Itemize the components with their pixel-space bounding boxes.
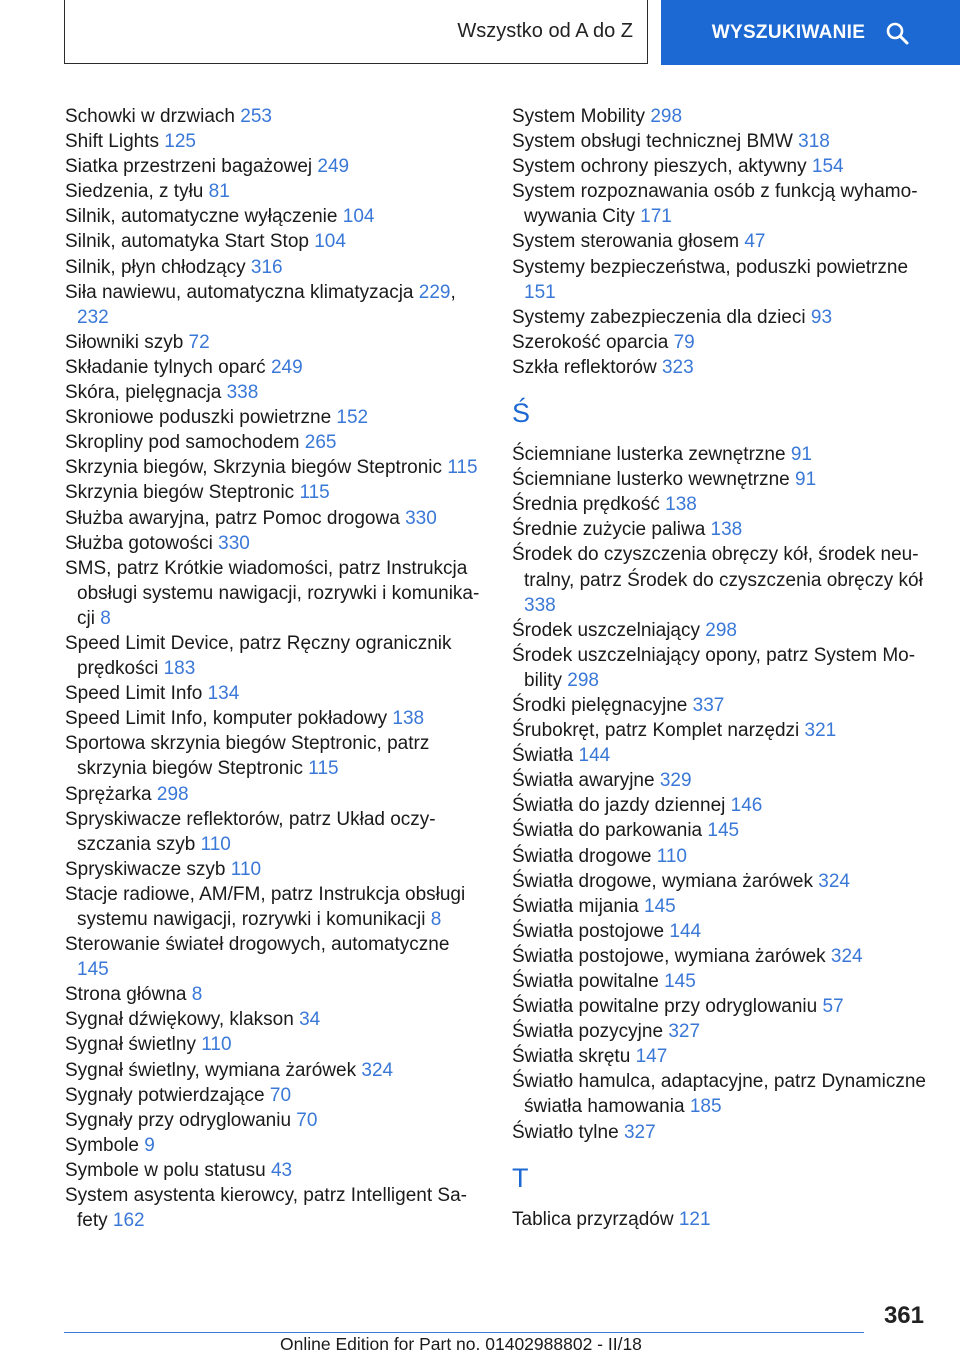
- page-reference-link[interactable]: 318: [798, 131, 830, 153]
- index-entry-term: Środek uszczelniający: [512, 619, 700, 641]
- index-entry-term: Speed Limit Info, komputer pokładowy: [65, 708, 388, 730]
- index-entry-term: Spryskiwacze szyb: [65, 858, 226, 880]
- index-entry-term: Skrzynia biegów Steptronic: [65, 482, 295, 504]
- page-reference-link[interactable]: 154: [811, 156, 844, 178]
- index-column-left: [65, 104, 485, 1233]
- index-entry-term: Służba gotowości: [65, 532, 213, 554]
- index-entry-term: Średnie zużycie paliwa: [512, 519, 706, 541]
- page-reference-link[interactable]: 249: [270, 356, 303, 378]
- index-entry-term: System ochrony pieszych, aktywny: [512, 156, 807, 178]
- index-entry-term: Światła skrętu: [512, 1046, 631, 1068]
- index-entry-term: System sterowania głosem: [512, 231, 740, 253]
- index-entry: [65, 179, 485, 204]
- index-entry: [65, 280, 485, 330]
- index-entry: [512, 467, 932, 492]
- magnifier-icon: [885, 21, 909, 45]
- index-entry: [512, 305, 932, 330]
- index-entry: [512, 1207, 932, 1232]
- index-entry: [65, 104, 485, 129]
- page-reference-link[interactable]: 145: [77, 959, 109, 981]
- page-reference-link[interactable]: 138: [665, 494, 697, 516]
- index-entry: [512, 1120, 932, 1145]
- page-reference-link[interactable]: 229: [418, 281, 451, 303]
- index-entry: [65, 129, 485, 154]
- index-entry: [512, 743, 932, 768]
- index-entry-term: Siła nawiewu, automatyczna klimatyzacja: [65, 281, 414, 303]
- index-entry: [512, 693, 932, 718]
- index-entry: [512, 718, 932, 743]
- page-reference-link[interactable]: 79: [673, 331, 695, 353]
- index-entry-term: Światła postojowe: [512, 920, 665, 942]
- index-entry: [65, 506, 485, 531]
- index-entry-term: Światła mijania: [512, 895, 639, 917]
- index-entry: [512, 517, 932, 542]
- index-entry-term: Siatka przestrzeni bagażowej: [65, 156, 313, 178]
- page-reference-link[interactable]: 110: [656, 845, 687, 867]
- page-reference-link[interactable]: 115: [299, 482, 330, 504]
- index-entry: [512, 104, 932, 129]
- index-entry-term: Sterowanie świateł drogowych, automatyczne: [65, 934, 450, 956]
- page-reference-link[interactable]: 298: [567, 669, 599, 691]
- page-reference-link[interactable]: 145: [664, 971, 696, 992]
- page-reference-link[interactable]: 115: [308, 758, 339, 780]
- page-reference-link[interactable]: 47: [744, 231, 766, 253]
- index-entry-term: Światło tylne: [512, 1121, 619, 1143]
- page-reference-link[interactable]: 337: [692, 694, 725, 716]
- index-entry-term: Światła powitalne przy odryglowaniu: [512, 996, 818, 1018]
- index-entry: [65, 857, 485, 882]
- page-reference-link[interactable]: 104: [314, 231, 346, 253]
- page-reference-link[interactable]: 8: [191, 984, 203, 1006]
- index-entry: [512, 1069, 932, 1119]
- index-entry: [65, 1083, 485, 1108]
- page-reference-link[interactable]: 121: [678, 1208, 711, 1230]
- page-reference-link[interactable]: 316: [250, 256, 283, 278]
- index-entry-term: Światła drogowe: [512, 845, 652, 867]
- footer-divider: [64, 1332, 864, 1333]
- page-reference-link[interactable]: 91: [795, 469, 817, 491]
- page-reference-link[interactable]: 321: [804, 720, 837, 742]
- index-entry-term: Skroniowe poduszki powietrzne: [65, 407, 332, 429]
- index-entry: [65, 380, 485, 405]
- index-entry-term: Sygnał świetlny, wymiana żarówek: [65, 1059, 357, 1081]
- index-entry-term: Środki pielęgnacyjne: [512, 694, 688, 716]
- header-tabbar: [0, 0, 960, 66]
- index-entry-term: Światła pozycyjne: [512, 1021, 664, 1043]
- index-entry-term: Symbole w polu statusu: [65, 1159, 266, 1181]
- index-entry: [512, 818, 932, 843]
- page-reference-link[interactable]: 144: [578, 745, 611, 767]
- index-entry: [65, 982, 485, 1007]
- index-entry: [512, 969, 932, 994]
- index-column-right: [512, 104, 932, 1232]
- tab-search-label: WYSZUKIWANIE: [711, 21, 866, 43]
- index-entry: [512, 255, 932, 305]
- index-entry: [512, 179, 932, 229]
- index-entry-term: Środek uszczelniający opony, patrz System Mobility: [512, 644, 916, 691]
- page-reference-link[interactable]: 232: [77, 306, 109, 328]
- page-reference-link[interactable]: 323: [661, 356, 694, 378]
- page-reference-link[interactable]: 72: [188, 331, 210, 353]
- index-entry: [512, 330, 932, 355]
- index-entry: [512, 643, 932, 693]
- index-entry-term: Środek do czyszczenia obręczy kół, środek neutralny, patrz Środek do czyszczenia obręczy kół: [512, 544, 923, 591]
- page-reference-link[interactable]: 110: [200, 833, 231, 855]
- index-entry-term: Światła drogowe, wymiana żarówek: [512, 870, 813, 892]
- index-entry: [512, 442, 932, 467]
- tab-a-to-z[interactable]: [64, 0, 648, 64]
- page-reference-link[interactable]: 338: [524, 594, 556, 616]
- page-reference-link[interactable]: 138: [392, 708, 425, 730]
- index-entry-term: Szkła reflektorów: [512, 356, 657, 378]
- index-entry: [65, 480, 485, 505]
- index-entry: [65, 330, 485, 355]
- index-entry-term: SMS, patrz Krótkie wiadomości, patrz Instrukcja obsługi systemu nawigacji, rozrywki i komunikacji: [65, 557, 480, 629]
- index-entry-term: Silnik, automatyczne wyłączenie: [65, 206, 338, 228]
- index-section-letter: Ś: [512, 398, 531, 429]
- index-entry-term: Sygnał świetlny: [65, 1034, 196, 1056]
- index-entry-term: Śrubokręt, patrz Komplet narzędzi: [512, 720, 800, 742]
- index-entry-term: Sygnał dźwiękowy, klakson: [65, 1009, 294, 1031]
- index-entry-term: Skrzynia biegów, Skrzynia biegów Steptronic: [65, 457, 443, 479]
- page-reference-link[interactable]: 147: [635, 1046, 668, 1068]
- index-entry-term: Sygnały potwierdzające: [65, 1084, 265, 1106]
- index-entry: [512, 919, 932, 944]
- page-reference-link[interactable]: 145: [644, 895, 676, 917]
- index-entry-term: Sportowa skrzynia biegów Steptronic, patrz skrzynia biegów Steptronic: [65, 733, 430, 780]
- index-entry-term: Światło hamulca, adaptacyjne, patrz Dynamiczne światła hamowania: [512, 1071, 926, 1118]
- index-entry: [512, 492, 932, 517]
- index-entry: [65, 430, 485, 455]
- index-entry-term: Światła postojowe, wymiana żarówek: [512, 945, 826, 967]
- index-entry: [512, 944, 932, 969]
- page-reference-link[interactable]: 93: [810, 306, 833, 328]
- tab-a-to-z-label: Wszystko od A do Z: [457, 20, 633, 42]
- index-entry: [65, 1007, 485, 1032]
- index-entry-term: Systemy zabezpieczenia dla dzieci: [512, 306, 806, 328]
- index-entry: [65, 355, 485, 380]
- index-entry-term: Silnik, płyn chłodzący: [65, 256, 246, 278]
- page-reference-link[interactable]: 329: [659, 770, 692, 792]
- page-reference-link[interactable]: 249: [317, 156, 350, 178]
- page-reference-link[interactable]: 152: [336, 407, 369, 429]
- page-reference-link[interactable]: 9: [144, 1134, 155, 1156]
- index-entry-term: Ściemniane lusterko wewnętrzne: [512, 469, 790, 491]
- index-entry-term: Składanie tylnych oparć: [65, 356, 266, 378]
- index-entry: [65, 1058, 485, 1083]
- page-reference-link[interactable]: 70: [269, 1084, 292, 1106]
- page-number: 361: [883, 1302, 924, 1329]
- index-entry-term: System obsługi technicznej BMW: [512, 131, 793, 153]
- index-entry: [65, 405, 485, 430]
- index-entry-term: Światła do jazdy dziennej: [512, 795, 726, 817]
- footer-edition-text: Online Edition for Part no. 01402988802 - II/18: [280, 1334, 642, 1354]
- index-entry: [512, 129, 932, 154]
- index-entry-term: Światła powitalne: [512, 971, 659, 992]
- index-section-letter: T: [512, 1162, 529, 1193]
- page-reference-link[interactable]: 81: [208, 181, 230, 203]
- index-entry: [512, 894, 932, 919]
- index-entry-term: Siedzenia, z tyłu: [65, 181, 204, 203]
- page-reference-link[interactable]: 110: [201, 1034, 232, 1056]
- index-entry-term: Światła: [512, 745, 574, 767]
- index-entry-term: System asystenta kierowcy, patrz Intelligent Safety: [65, 1185, 467, 1232]
- page-reference-link[interactable]: 324: [818, 870, 850, 892]
- index-entry-term: Służba awaryjna, patrz Pomoc drogowa: [65, 507, 400, 529]
- page-reference-link[interactable]: 171: [640, 206, 672, 228]
- index-entry: [512, 542, 932, 617]
- index-entry: [65, 229, 485, 254]
- index-entry-term: Skropliny pod samochodem: [65, 432, 300, 454]
- index-entry: [65, 706, 485, 731]
- index-entry: [65, 681, 485, 706]
- index-entry-term: Sprężarka: [65, 783, 152, 805]
- page-reference-link[interactable]: 338: [226, 382, 259, 404]
- index-entry: [65, 1158, 485, 1183]
- index-entry: [65, 1133, 485, 1158]
- index-entry: [512, 355, 932, 380]
- index-entry: [65, 556, 485, 631]
- index-entry-term: Sygnały przy odryglowaniu: [65, 1109, 292, 1131]
- index-entry: [512, 994, 932, 1019]
- page-separator: ,: [450, 281, 456, 303]
- index-entry-term: Stacje radiowe, AM/FM, patrz Instrukcja obsługi systemu nawigacji, rozrywki i komunikacji: [65, 883, 466, 930]
- page-reference-link[interactable]: 330: [405, 507, 437, 529]
- index-entry-term: Siłowniki szyb: [65, 331, 184, 353]
- index-entry: [512, 793, 932, 818]
- page-reference-link[interactable]: 327: [623, 1121, 656, 1143]
- page-reference-link[interactable]: 324: [361, 1059, 394, 1081]
- index-entry-term: Skóra, pielęgnacja: [65, 382, 222, 404]
- index-entry-term: Shift Lights: [65, 131, 159, 153]
- page-reference-link[interactable]: 151: [524, 281, 556, 303]
- index-entry: [65, 1183, 485, 1233]
- index-entry: [65, 154, 485, 179]
- index-entry-term: Szerokość oparcia: [512, 331, 669, 353]
- index-entry: [512, 1019, 932, 1044]
- index-entry: [65, 882, 485, 932]
- index-entry: [65, 1032, 485, 1057]
- page-reference-link[interactable]: 8: [430, 909, 442, 930]
- page-reference-link[interactable]: 144: [669, 920, 702, 942]
- index-entry: [512, 229, 932, 254]
- page-reference-link[interactable]: 298: [650, 106, 683, 127]
- index-entry-term: Średnia prędkość: [512, 494, 660, 516]
- page-reference-link[interactable]: 43: [270, 1159, 293, 1181]
- index-entry-term: Systemy bezpieczeństwa, poduszki powietrzne: [512, 256, 909, 278]
- page-reference-link[interactable]: 327: [668, 1021, 701, 1043]
- page-reference-link[interactable]: 91: [790, 444, 812, 466]
- page-reference-link[interactable]: 265: [304, 432, 337, 454]
- index-entry: [65, 807, 485, 857]
- index-entry: [65, 782, 485, 807]
- index-entry-term: Strona główna: [65, 984, 187, 1006]
- page-reference-link[interactable]: 183: [163, 658, 196, 680]
- page-reference-link[interactable]: 138: [710, 519, 743, 541]
- index-entry-term: Światła awaryjne: [512, 770, 655, 792]
- page-reference-link[interactable]: 330: [218, 532, 250, 554]
- page-reference-link[interactable]: 145: [707, 820, 740, 842]
- index-entry: [512, 844, 932, 869]
- index-entry: [65, 255, 485, 280]
- index-entry-term: Spryskiwacze reflektorów, patrz Układ oczyszczania szyb: [65, 808, 436, 855]
- index-entry: [512, 1044, 932, 1069]
- index-entry: [65, 932, 485, 982]
- page-reference-link[interactable]: 115: [447, 457, 478, 479]
- page-reference-link[interactable]: 298: [156, 783, 189, 805]
- index-entry-term: Speed Limit Info: [65, 683, 203, 705]
- index-entry-term: Światła do parkowania: [512, 820, 703, 842]
- index-entry: [65, 455, 485, 480]
- page-reference-link[interactable]: 162: [112, 1210, 145, 1232]
- index-entry-term: System Mobility: [512, 106, 646, 127]
- index-entry: [65, 204, 485, 229]
- index-entry: [512, 869, 932, 894]
- index-entry: [512, 618, 932, 643]
- page-reference-link[interactable]: 110: [230, 858, 262, 880]
- page-reference-link[interactable]: 57: [822, 996, 844, 1018]
- index-entry-term: Symbole: [65, 1134, 139, 1156]
- index-entry-term: Tablica przyrządów: [512, 1208, 674, 1230]
- page-reference-link[interactable]: 146: [730, 795, 763, 817]
- page-reference-link[interactable]: 253: [240, 106, 272, 127]
- page-reference-link[interactable]: 70: [296, 1109, 318, 1131]
- page-reference-link[interactable]: 8: [100, 607, 111, 629]
- page-reference-link[interactable]: 134: [207, 683, 240, 705]
- index-entry: [65, 731, 485, 781]
- page-reference-link[interactable]: 34: [299, 1009, 321, 1031]
- index-entry: [512, 154, 932, 179]
- index-entry-term: System rozpoznawania osób z funkcją wyhamowywania City: [512, 181, 918, 228]
- page-reference-link[interactable]: 324: [830, 945, 863, 967]
- tab-search[interactable]: [661, 0, 960, 65]
- page-reference-link[interactable]: 298: [705, 619, 737, 641]
- index-entry-term: Silnik, automatyka Start Stop: [65, 231, 309, 253]
- index-entry: [65, 531, 485, 556]
- page-reference-link[interactable]: 185: [689, 1096, 722, 1118]
- index-entry-term: Speed Limit Device, patrz Ręczny ogranicznik prędkości: [65, 632, 452, 680]
- index-entry: [65, 1108, 485, 1133]
- page-reference-link[interactable]: 104: [342, 206, 375, 228]
- index-entry: [512, 768, 932, 793]
- index-entry-term: Ściemniane lusterka zewnętrzne: [512, 444, 786, 466]
- index-entry: [65, 631, 485, 681]
- index-entry-term: Schowki w drzwiach: [65, 106, 235, 127]
- page-reference-link[interactable]: 125: [164, 131, 196, 153]
